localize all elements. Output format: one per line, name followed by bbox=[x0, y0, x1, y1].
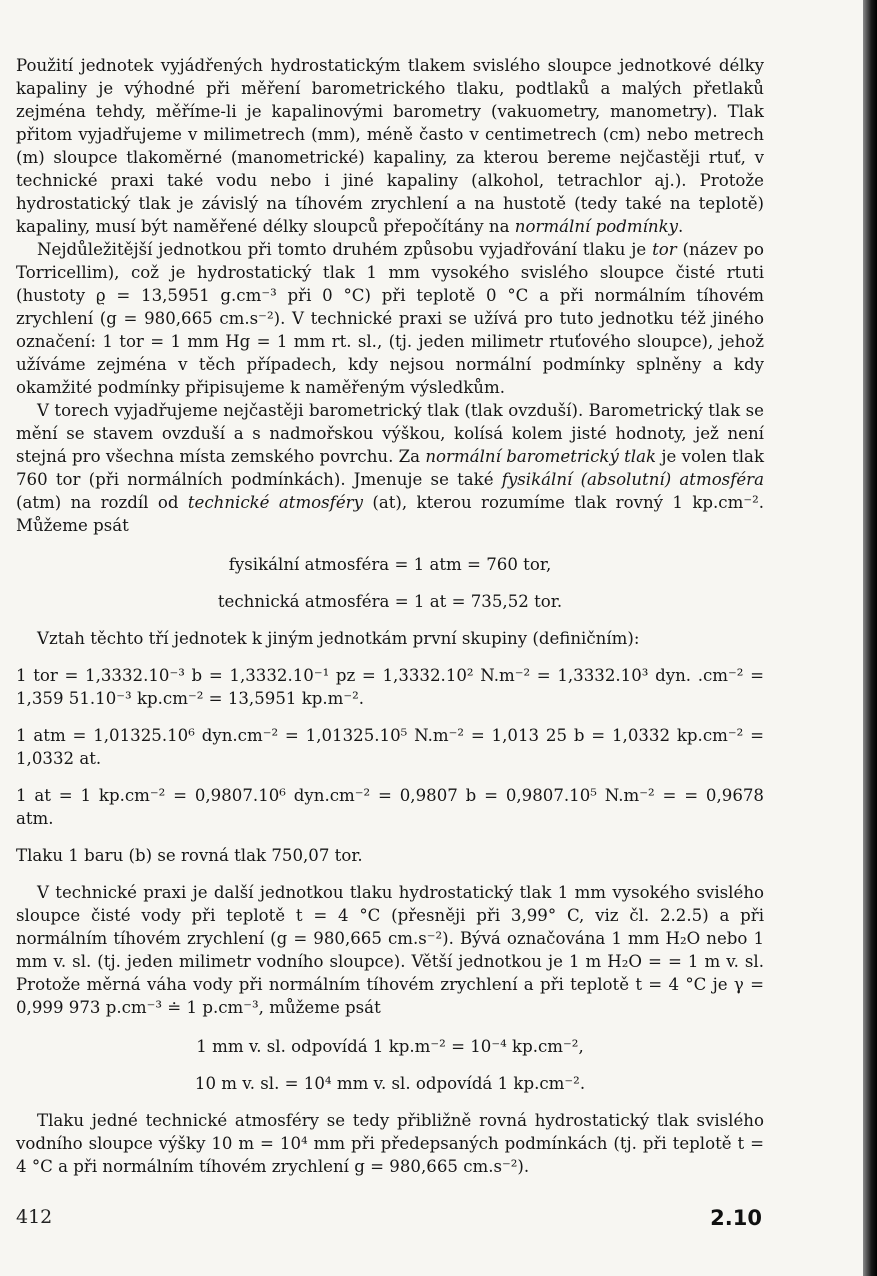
formula-physical-atmosphere: fysikální atmosféra = 1 atm = 760 tor, bbox=[228, 555, 552, 574]
paragraph-text: (název po Torricellim), což je hydrostatický tlak 1 mm vysokého svislého sloupce čisté rtuti (hustoty ϱ = 13,5951 g.cm⁻³ při 0 °C) při teplotě 0 °C a při normálním tíhovém zrychlení (g = 980,665 cm.s⁻²). V technické praxi se užívá pro tuto jednotku též jiného označení: 1 tor = 1 mm Hg = 1 mm rt. sl., (tj. jeden milimetr rtuťového sloupce), jehož užíváme zejména v těch případech, kdy nejsou normální podmínky splněny a kdy okamžité podmínky připisujeme k naměřeným výsledkům. bbox=[16, 240, 764, 397]
paragraph-barometric bbox=[16, 399, 764, 537]
formula-mm-water: 1 mm v. sl. odpovídá 1 kp.m⁻² = 10⁻⁴ kp.cm⁻², bbox=[196, 1037, 584, 1056]
paragraph-tor bbox=[16, 238, 764, 399]
paragraph-text: V torech vyjadřujeme nejčastěji barometrický tlak (tlak ovzduší). Barometrický tlak se mění se stavem ovzduší a s nadmořskou výškou, kolísá kolem jisté hodnoty, jež není stejná pro všechna místa zemského povrchu. Za bbox=[16, 401, 764, 466]
emphasis-physical-atmosphere: fysikální (absolutní) atmosféra bbox=[501, 470, 764, 489]
paragraph-text: Použití jednotek vyjádřených hydrostatickým tlakem svislého sloupce jednotkové délky kapaliny je výhodné při měření barometrického tlaku, podtlaků a malých přetlaků zejména tehdy, měříme-li je kapalinovými barometry (vakuometry, manometry). Tlak přitom vyjadřujeme v milimetrech (mm), méně často v centimetrech (cm) nebo metrech (m) sloupce tlakoměrné (manometrické) kapaliny, za kterou bereme nejčastěji rtuť, v technické praxi také vodu nebo i jiné kapaliny (alkohol, tetrachlor aj.). Protože hydrostatický tlak je závislý na tíhovém zrychlení a na hustotě (tedy také na teplotě) kapaliny, musí být naměřené délky sloupců přepočítány na bbox=[16, 56, 764, 236]
page-edge-shadow bbox=[863, 0, 877, 1276]
formula-block-water bbox=[16, 1035, 764, 1095]
section-number: 2.10 bbox=[710, 1206, 762, 1230]
paragraph-relation: Vztah těchto tří jednotek k jiným jednotkám první skupiny (definičním): bbox=[37, 629, 640, 648]
paragraph-water-column: V technické praxi je další jednotkou tlaku hydrostatický tlak 1 mm vysokého svislého sloupce čisté vody při teplotě t = 4 °C (přesněji při 3,99° C, viz čl. 2.2.5) a při normálním tíhovém zrychlení (g = 980,665 cm.s⁻²). Bývá označována 1 mm H₂O nebo 1 mm v. sl. (tj. jeden milimetr vodního sloupce). Větší jednotkou je 1 m H₂O = = 1 m v. sl. Protože měrná váha vody při normálním tíhovém zrychlení a při teplotě t = 4 °C je γ = 0,999 973 p.cm⁻³ ≐ 1 p.cm⁻³, můžeme psát bbox=[16, 883, 764, 1017]
page-footer bbox=[16, 1206, 764, 1236]
paragraph-bar: Tlaku 1 baru (b) se rovná tlak 750,07 tor. bbox=[16, 846, 363, 865]
equation-at: 1 at = 1 kp.cm⁻² = 0,9807.10⁶ dyn.cm⁻² = 0,9807 b = 0,9807.10⁵ N.m⁻² = = 0,9678 atm. bbox=[16, 786, 764, 828]
formula-block-atmospheres bbox=[16, 553, 764, 613]
formula-10m-water: 10 m v. sl. = 10⁴ mm v. sl. odpovídá 1 kp.cm⁻². bbox=[194, 1074, 586, 1093]
equation-tor: 1 tor = 1,3332.10⁻³ b = 1,3332.10⁻¹ pz = 1,3332.10² N.m⁻² = 1,3332.10³ dyn. .cm⁻² = 1,359 51.10⁻³ kp.cm⁻² = 13,5951 kp.m⁻². bbox=[16, 666, 764, 708]
paragraph-text: (atm) na rozdíl od bbox=[16, 493, 179, 512]
paragraph-text: (at), kterou rozumíme tlak rovný 1 kp.cm⁻². Můžeme psát bbox=[16, 493, 765, 535]
emphasis-technical-atmosphere: technické atmosféry bbox=[187, 493, 363, 512]
paragraph-conclusion: Tlaku jedné technické atmosféry se tedy přibližně rovná hydrostatický tlak svislého vodního sloupce výšky 10 m = 10⁴ mm při předepsaných podmínkách (tj. při teplotě t = 4 °C a při normálním tíhovém zrychlení g = 980,665 cm.s⁻²). bbox=[16, 1111, 764, 1176]
paragraph-usage bbox=[16, 54, 764, 238]
paragraph-text: je volen tlak 760 tor (při normálních podmínkách). Jmenuje se také bbox=[16, 447, 764, 489]
punctuation: . bbox=[678, 217, 684, 236]
page-number: 412 bbox=[16, 1206, 53, 1228]
emphasis-normal-conditions: normální podmínky bbox=[514, 217, 679, 236]
paragraph-text: Nejdůležitější jednotkou při tomto druhém způsobu vyjadřování tlaku je bbox=[37, 240, 647, 259]
page-body bbox=[16, 54, 764, 1178]
emphasis-normal-pressure: normální barometrický tlak bbox=[425, 447, 657, 466]
emphasis-tor: tor bbox=[652, 240, 677, 259]
equation-atm: 1 atm = 1,01325.10⁶ dyn.cm⁻² = 1,01325.10⁵ N.m⁻² = 1,013 25 b = 1,0332 kp.cm⁻² = 1,0332 at. bbox=[16, 726, 764, 768]
formula-technical-atmosphere: technická atmosféra = 1 at = 735,52 tor. bbox=[217, 592, 563, 611]
